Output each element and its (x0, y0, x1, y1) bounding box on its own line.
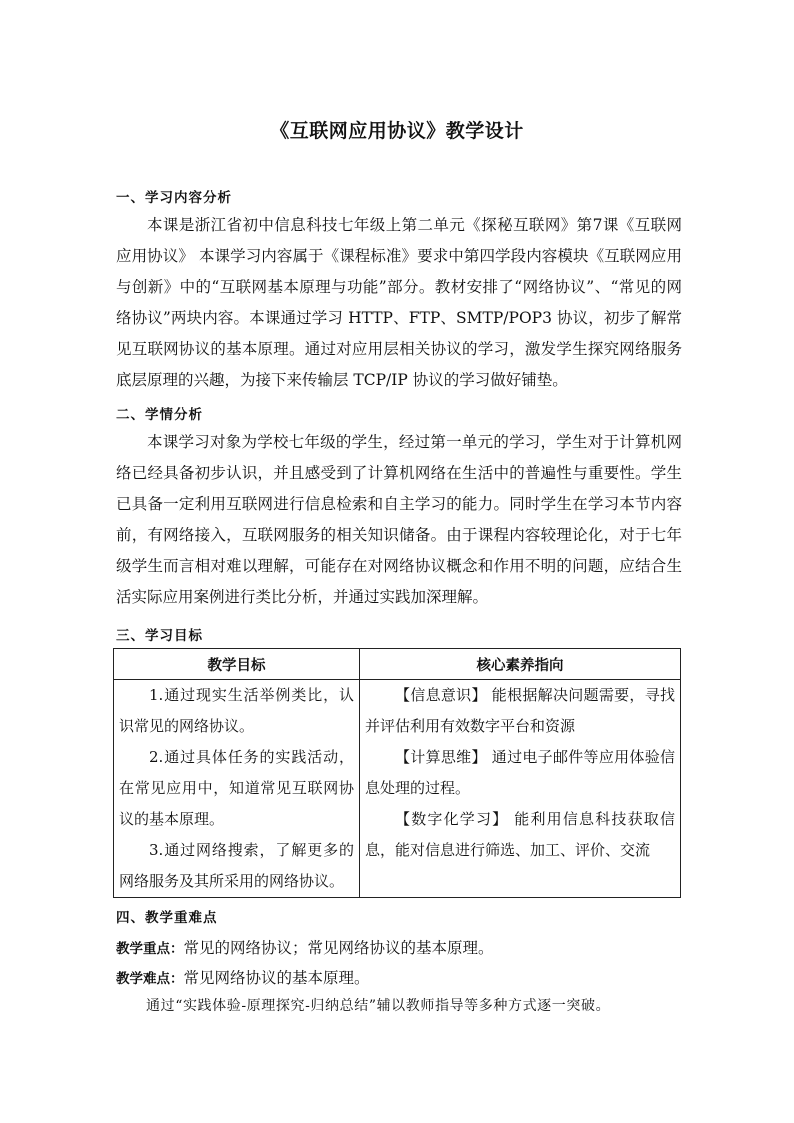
teaching-difficulty-line (116, 966, 370, 988)
objectives-column-header: 教学目标 (114, 649, 360, 680)
objectives-table-header-row (114, 649, 681, 680)
section-heading-content-analysis: 一、学习内容分析 (116, 190, 232, 206)
learner-analysis-paragraph: 本课学习对象为学校七年级的学生，经过第一单元的学习，学生对于计算机网络已经具备初步认识，并且感受到了计算机网络在生活中的普遍性与重要性。学生已具备一定利用互联网进行信息检索和自主学习的能力。同时学生在学习本节内容前，有网络接入，互联网服务的相关知识储备。由于课程内容较理论化，对于七年级学生而言相对难以理解，可能存在对网络协议概念和作用不明的问题，应结合生活实际应用案例进行类比分析，并通过实践加深理解。 (116, 433, 682, 606)
literacy-item: 【数字化学习】 能利用信息科技获取信息，能对信息进行筛选、加工、评价、交流 (365, 810, 675, 859)
objectives-cell (114, 680, 360, 898)
teaching-difficulty-label: 教学难点： (116, 971, 184, 987)
teaching-focus-label: 教学重点： (116, 941, 184, 957)
literacy-item: 【信息意识】 能根据解决问题需要，寻找并评估利用有效数字平台和资源 (365, 686, 675, 735)
objectives-table-row (114, 680, 681, 898)
teaching-focus-text: 常见的网络协议；常见网络协议的基本原理。 (183, 939, 494, 957)
section-heading-key-points: 四、教学重难点 (116, 910, 218, 926)
literacy-item: 【计算思维】 通过电子邮件等应用体验信息处理的过程。 (365, 748, 675, 797)
literacy-cell (360, 680, 681, 898)
objective-item: 2.通过具体任务的实践活动，在常见应用中，知道常见互联网协议的基本原理。 (119, 748, 354, 828)
document-title: 《互联网应用协议》教学设计 (270, 120, 524, 142)
objectives-table (113, 648, 681, 898)
teaching-focus-line (116, 936, 494, 958)
objective-item: 3.通过网络搜索，了解更多的网络服务及其所采用的网络协议。 (119, 841, 354, 890)
section-heading-learner-analysis: 二、学情分析 (116, 407, 203, 423)
objective-item: 1.通过现实生活举例类比，认识常见的网络协议。 (119, 686, 354, 735)
teaching-difficulty-text: 常见网络协议的基本原理。 (183, 969, 370, 987)
teaching-approach-text: 通过“实践体验-原理探究-归纳总结”辅以教师指导等多种方式逐一突破。 (146, 998, 611, 1014)
literacy-column-header: 核心素养指向 (360, 649, 681, 680)
section-heading-objectives: 三、学习目标 (116, 628, 203, 644)
content-analysis-paragraph: 本课是浙江省初中信息科技七年级上第二单元《探秘互联网》第7课《互联网应用协议》 本课学习内容属于《课程标准》要求中第四学段内容模块《互联网应用与创新》中的“互联网基本原理与功能”部分。教材安排了“网络协议”、“常见的网络协议”两块内容。本课通过学习 HTTP、FTP、SMTP/POP3 协议，初步了解常见互联网协议的基本原理。通过对应用层相关协议的学习，激发学生探究网络服务底层原理的兴趣，为接下来传输层 TCP/IP 协议的学习做好铺垫。 (116, 216, 682, 389)
